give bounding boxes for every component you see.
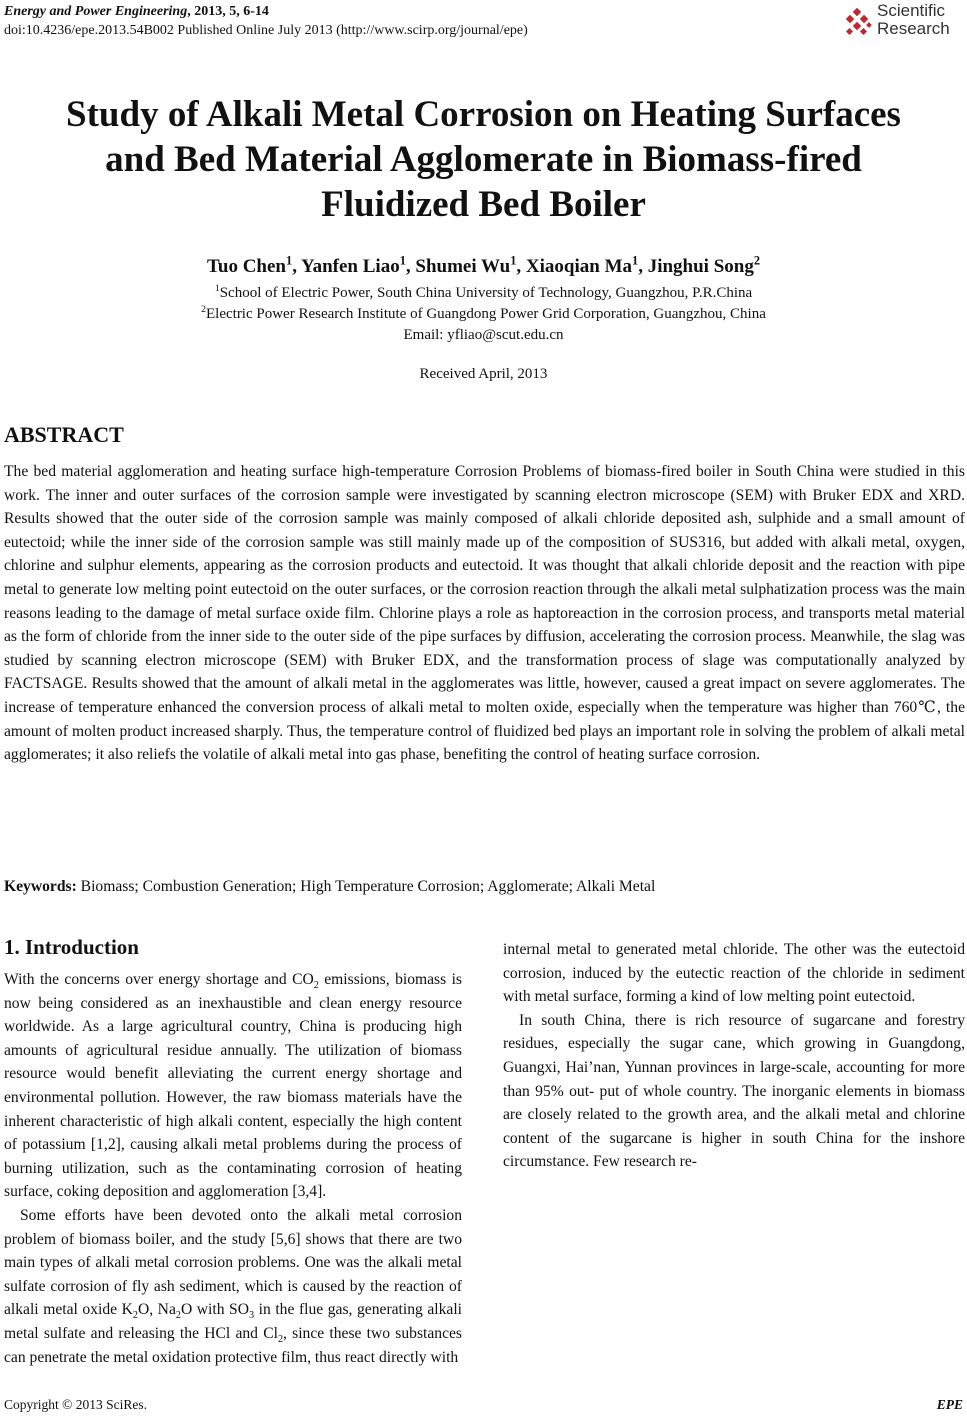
author-list: Tuo Chen$^1$, Yanfen Liao$^1$, Shumei Wu$^1$, Xiaoqian Ma$^1$, Jinghui Song$^2$: [206, 253, 761, 277]
text-run: With the concerns over energy shortage and CO: [4, 971, 314, 988]
keywords-label: Keywords:: [4, 878, 77, 895]
subscript: 3: [249, 1310, 255, 1322]
paper-title: [30, 92, 937, 227]
subscript: 2: [277, 1334, 283, 1346]
author: Shumei Wu: [415, 256, 511, 277]
left-column: [4, 968, 462, 1369]
author: Jinghui Song: [647, 256, 754, 277]
journal-citation: [4, 2, 528, 21]
text-run: in the flue gas, generating alkali metal sulfate and releasing the HCl and Cl: [4, 1301, 463, 1342]
scirp-logo-icon: [843, 8, 873, 38]
author-affiliation-mark: 2: [753, 253, 761, 268]
affiliation-text: School of Electric Power, South China University of Technology, Guangzhou, P.R.China: [219, 285, 753, 301]
title-line-2: and Bed Material Agglomerate in Biomass-fired: [105, 139, 862, 180]
text-run: emissions, biomass is now being considered as an inexhaustible and clean energy resource worldwide. As a large agricultural country, China is producing high amounts of agricultural residue annually. The utilization of biomass resource would benefit alleviating the current energy shortage and environmental pollution. However, the raw biomass materials have the inherent characteristic of high alkali content, especially the high content of potassium [1,2], causing alkali metal problems during the process of burning utilization, such as the contaminating corrosion of heating surface, coking deposition and agglomeration [3,4].: [4, 971, 462, 1201]
running-header: [4, 2, 528, 40]
subscript: 2: [175, 1310, 181, 1322]
text-run: , since these two substances can penetrate the metal oxidation protective film, thus react directly with: [4, 1324, 462, 1366]
section-heading: 1. Introduction: [4, 935, 139, 959]
paragraph: [503, 1009, 965, 1174]
doi-line: doi:10.4236/epe.2013.54B002 Published Online July 2013 (http://www.scirp.org/journal/epe): [4, 23, 528, 38]
affiliation-text: Electric Power Research Institute of Guangdong Power Grid Corporation, Guangzhou, China: [206, 306, 766, 322]
copyright: Copyright © 2013 SciRes.: [4, 1397, 148, 1412]
affiliation-2: [0, 304, 967, 324]
abstract-text: The bed material agglomeration and heating surface high-temperature Corrosion Problems of biomass-fired boiler in South China were studied in this work. The inner and outer surfaces of the corrosion sample were investigated by scanning electron microscope (SEM) with Bruker EDX and XRD. Results showed that the outer side of the corrosion sample was mainly composed of alkali chloride deposited ash, sulphide and a small amount of eutectoid; while the inner side of the corrosion sample was still mainly made up of the composition of SUS316, but added with alkali metal, oxygen, chlorine and sulphur elements, appearing as the corrosion products and eutectoid. It was thought that alkali chloride deposit and the reaction with pipe metal to generate low melting point eutectoid on the outer surfaces, or the corrosion reaction through the alkali metal sulphatization process was the main reasons leading to the damage of metal surface oxide film. Chlorine plays a role as haptoreaction in the corrosion process, and transports metal material as the form of chloride from the inner side to the outer side of the pipe surfaces by diffusion, accelerating the corrosion process. Meanwhile, the slag was studied by scanning electron microscope (SEM) with Bruker EDX, and the transformation process of slage was computationally analyzed by FACTSAGE. Results showed that the amount of alkali metal in the agglomerates was little, however, caused a great impact on severe agglomerates. The increase of temperature enhanced the conversion process of alkali metal to molten oxide, especially when the temperature was higher than 760℃, the amount of molten product increased sharply. Thus, the temperature control of fluidized bed plays an important role in solving the problem of alkali metal agglomerates; it also reliefs the volatile of alkali metal into gas phase, benefiting the control of heating surface corrosion.: [4, 463, 965, 764]
journal-name: Energy and Power Engineering: [4, 4, 188, 19]
title-line-1: Study of Alkali Metal Corrosion on Heating Surfaces: [66, 94, 901, 135]
keywords-text: Biomass; Combustion Generation; High Temperature Corrosion; Agglomerate; Alkali Metal: [76, 878, 656, 895]
publisher-name: [877, 2, 950, 38]
paragraph: [4, 968, 462, 1204]
text-run: Some efforts have been devoted onto the alkali metal corrosion problem of biomass boiler, and the study [5,6] shows that there are two main types of alkali metal corrosion problems. One was the alkali metal sulfate corrosion of fly ash sediment, which is caused by the reaction of alkali metal oxide K: [4, 1206, 462, 1319]
author-affiliation-mark: 1: [399, 253, 406, 268]
paragraph: [4, 1204, 462, 1369]
journal-abbreviation: EPE: [936, 1397, 963, 1412]
author: Yanfen Liao: [300, 256, 400, 277]
volume-pages: , 2013, 5, 6-14: [187, 4, 269, 19]
affiliation-mark: 2: [201, 304, 206, 315]
abstract-heading: ABSTRACT: [4, 422, 124, 447]
affiliation-mark: 1: [214, 283, 220, 294]
subscript: 2: [313, 980, 319, 992]
author-affiliation-mark: 1: [632, 253, 639, 268]
subscript: 2: [132, 1310, 138, 1322]
publisher-name-line2: Research: [877, 19, 950, 38]
author-affiliation-mark: 1: [510, 253, 517, 268]
keywords: [4, 878, 965, 896]
contact-email: Email: yfliao@scut.edu.cn: [403, 327, 564, 343]
text-run: In south China, there is rich resource of sugarcane and forestry residues, especially the sugar cane, which growing in Guangdong, Guangxi, Hai’nan, Yunnan provinces in large-scale, accounting for more than 95% out- put of whole country. The inorganic elements in biomass are closely related to the growth area, and the alkali metal and chlorine content of the sugarcane is higher in south China for the inshore circumstance. Few research re-: [503, 1011, 965, 1171]
author: Tuo Chen: [206, 256, 287, 277]
text-run: internal metal to generated metal chloride. The other was the eutectoid corrosion, induced by the eutectic reaction of the chloride in sediment with metal surface, forming a kind of low melting point eutectoid.: [503, 941, 965, 1006]
text-run: O with SO: [180, 1301, 249, 1319]
right-column: [503, 938, 965, 1174]
author: Xiaoqian Ma: [525, 256, 633, 277]
paragraph: [503, 938, 965, 1009]
text-run: O, Na: [137, 1301, 176, 1319]
publisher-name-line1: Scientific: [877, 1, 946, 20]
page-footer: [4, 1397, 963, 1413]
author-affiliation-mark: 1: [286, 253, 293, 268]
title-line-3: Fluidized Bed Boiler: [321, 184, 646, 225]
received-date: Received April, 2013: [419, 366, 548, 382]
publisher-logo: [843, 2, 961, 42]
affiliation-1: [0, 283, 967, 303]
